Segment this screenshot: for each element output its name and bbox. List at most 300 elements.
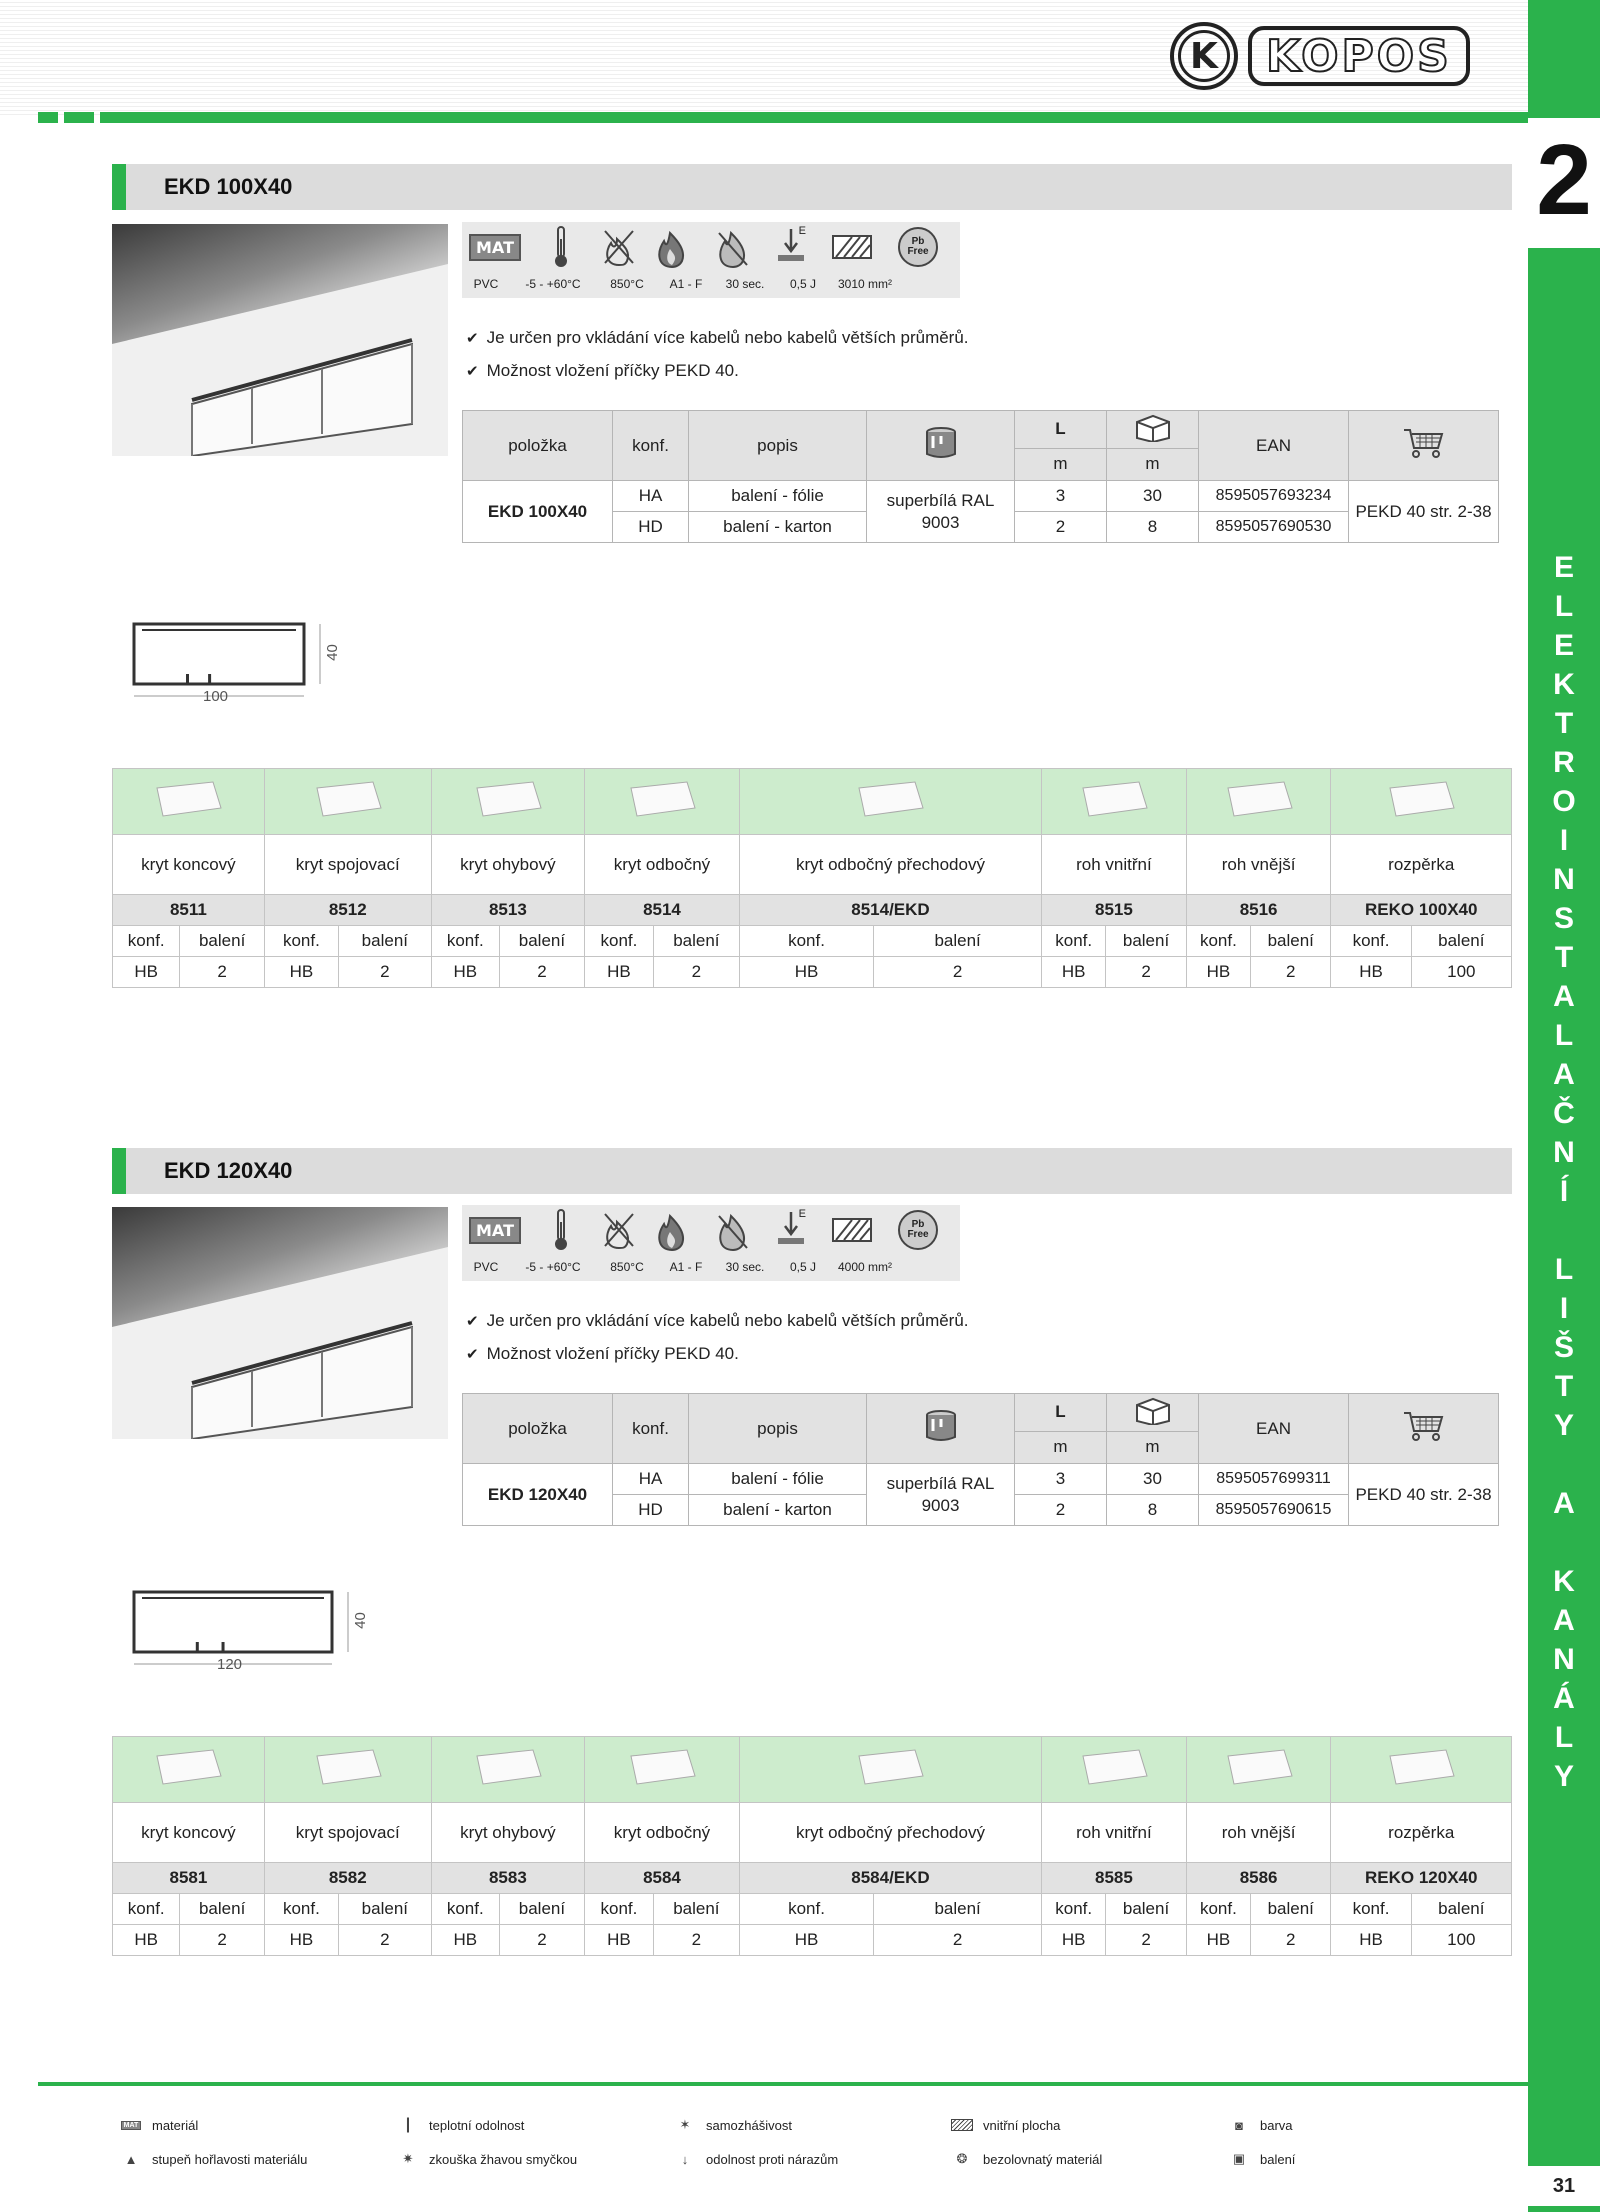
mat-icon: MAT — [120, 2116, 142, 2134]
accessory-codes — [113, 1863, 1512, 1894]
cell-qty: 30 — [1107, 481, 1199, 512]
sub-konf: konf. — [585, 926, 654, 957]
property-values — [462, 1255, 960, 1279]
value-baleni: 2 — [653, 1925, 739, 1956]
value-baleni: 2 — [1106, 1925, 1186, 1956]
product-code: EKD 100X40 — [463, 481, 613, 543]
col-konf: konf. — [613, 411, 689, 481]
sub-baleni: balení — [180, 926, 264, 957]
accessory-code: 8514/EKD — [739, 895, 1041, 926]
col-ean: EAN — [1199, 1394, 1349, 1464]
accessory-image — [113, 769, 265, 835]
table-row — [463, 1464, 1499, 1495]
value-konf: HB — [1186, 957, 1250, 988]
hatch-icon — [816, 225, 888, 269]
sub-baleni: balení — [1106, 926, 1186, 957]
legend-item — [674, 2116, 792, 2134]
impact-icon — [766, 225, 816, 269]
accessory-names — [113, 1803, 1512, 1863]
cell-accessory: PEKD 40 str. 2-38 — [1349, 481, 1499, 543]
drop-flame-icon — [644, 1208, 700, 1252]
property-value: PVC — [473, 277, 499, 291]
accessory-code: 8582 — [264, 1863, 431, 1894]
pb-free-label: Pb Free — [907, 1219, 929, 1240]
feature-list — [466, 322, 969, 388]
accessory-code: REKO 100X40 — [1331, 895, 1512, 926]
cell-konf: HD — [613, 1495, 689, 1526]
accessory-name: roh vnitřní — [1042, 835, 1187, 895]
product-table-header — [463, 411, 1499, 449]
cell-popis: balení - fólie — [689, 1464, 867, 1495]
cell-length: 2 — [1015, 1495, 1107, 1526]
sub-baleni: balení — [499, 926, 584, 957]
property-value: 850°C — [610, 1260, 644, 1274]
legend-item — [1228, 2150, 1295, 2168]
property-value: A1 - F — [669, 1260, 703, 1274]
cell-length: 3 — [1015, 481, 1107, 512]
chapter-title-vertical — [1528, 548, 1600, 1796]
legend-item — [397, 2150, 577, 2168]
accessory-name: kryt spojovací — [264, 835, 431, 895]
col-ean: EAN — [1199, 411, 1349, 481]
chapter-title-letter: Š — [1553, 1331, 1574, 1364]
legend-item — [120, 2150, 307, 2168]
chapter-title-letter — [1528, 1445, 1600, 1484]
legend-label: materiál — [152, 2117, 199, 2133]
chapter-title-letter: Y — [1553, 1760, 1574, 1793]
accessory-name: kryt ohybový — [431, 835, 584, 895]
accessory-codes — [113, 895, 1512, 926]
section-title: EKD 120X40 — [112, 1148, 1512, 1194]
chapter-title-letter: L — [1554, 1019, 1574, 1052]
pb-free-icon: ❂ — [956, 2151, 968, 2166]
paint-can-icon — [867, 1394, 1015, 1464]
value-konf: HB — [739, 957, 873, 988]
value-baleni: 100 — [1411, 1925, 1511, 1956]
drop-flame-icon — [644, 225, 700, 269]
col-length: L — [1015, 1394, 1107, 1432]
property-value: 30 sec. — [725, 277, 765, 291]
flame-icon — [700, 225, 766, 269]
unit-length: m — [1015, 1431, 1107, 1463]
accessory-code: REKO 120X40 — [1331, 1863, 1512, 1894]
property-value: -5 - +60°C — [525, 277, 581, 291]
accessory-name: rozpěrka — [1331, 835, 1512, 895]
chapter-title-letter: K — [1553, 1565, 1575, 1598]
value-baleni: 2 — [874, 1925, 1042, 1956]
value-baleni: 2 — [338, 1925, 431, 1956]
value-konf: HB — [585, 1925, 654, 1956]
chapter-title-letter: Á — [1553, 1682, 1575, 1715]
col-length: L — [1015, 411, 1107, 449]
section-title: EKD 100X40 — [112, 164, 1512, 210]
accessory-images — [113, 1737, 1512, 1803]
legend-item — [674, 2150, 838, 2168]
logo-mark: K — [1170, 22, 1238, 90]
chapter-number: 2 — [1536, 124, 1592, 236]
mat-label: MAT — [469, 1217, 521, 1244]
cross-section-drawing — [128, 612, 348, 721]
cell-accessory: PEKD 40 str. 2-38 — [1349, 1464, 1499, 1526]
cell-popis: balení - fólie — [689, 481, 867, 512]
value-baleni: 2 — [653, 957, 739, 988]
sub-konf: konf. — [1186, 1894, 1250, 1925]
pb-free-label: Pb Free — [907, 236, 929, 257]
cell-ean: 8595057690615 — [1199, 1495, 1349, 1526]
accessory-name: kryt spojovací — [264, 1803, 431, 1863]
legend-label: zkouška žhavou smyčkou — [429, 2151, 578, 2167]
box-icon: ▣ — [1232, 2151, 1246, 2166]
value-baleni: 2 — [1251, 1925, 1331, 1956]
accessory-image — [431, 1737, 584, 1803]
feature-text: Možnost vložení příčky PEKD 40. — [486, 361, 739, 380]
accessory-image — [585, 1737, 740, 1803]
energy-label: E — [798, 1208, 806, 1220]
col-konf: konf. — [613, 1394, 689, 1464]
impact-icon — [766, 1208, 816, 1252]
accessory-values — [113, 957, 1512, 988]
legend-label: samozhášivost — [706, 2117, 792, 2133]
accessory-code: 8584/EKD — [739, 1863, 1041, 1894]
cell-length: 2 — [1015, 512, 1107, 543]
accessories-table — [112, 768, 1512, 988]
accessory-code: 8581 — [113, 1863, 265, 1894]
product-table — [462, 1393, 1499, 1526]
col-item: položka — [463, 1394, 613, 1464]
chapter-title-letter: E — [1553, 551, 1574, 584]
thermometer-icon: | — [405, 2116, 411, 2133]
value-konf: HB — [431, 1925, 499, 1956]
value-baleni: 100 — [1411, 957, 1511, 988]
width-dimension: 100 — [203, 688, 229, 705]
chapter-title-letter: O — [1552, 785, 1576, 818]
feature-item — [466, 355, 969, 388]
chapter-title-letter: I — [1559, 824, 1569, 857]
flame-icon: ✶ — [679, 2117, 691, 2132]
col-popis: popis — [689, 1394, 867, 1464]
accessory-code: 8512 — [264, 895, 431, 926]
accessory-name: kryt odbočný — [585, 835, 740, 895]
accessory-code: 8511 — [113, 895, 265, 926]
value-baleni: 2 — [1251, 957, 1331, 988]
chapter-title-letter: L — [1554, 590, 1574, 623]
accessory-image — [264, 1737, 431, 1803]
sub-konf: konf. — [431, 1894, 499, 1925]
accessory-name: kryt odbočný přechodový — [739, 835, 1041, 895]
accessory-code: 8515 — [1042, 895, 1187, 926]
cell-ean: 8595057690530 — [1199, 512, 1349, 543]
chapter-title-letter: A — [1553, 980, 1575, 1013]
feature-item — [466, 1305, 969, 1338]
legend-label: stupeň hořlavosti materiálu — [152, 2151, 308, 2167]
accessory-subheader — [113, 1894, 1512, 1925]
chapter-title-letter: A — [1553, 1487, 1575, 1520]
property-icons — [462, 222, 960, 272]
value-konf: HB — [1042, 957, 1106, 988]
property-value: PVC — [473, 1260, 499, 1274]
legend-item — [120, 2116, 198, 2134]
accessory-code: 8586 — [1186, 1863, 1331, 1894]
chapter-title-letter: R — [1553, 746, 1575, 779]
cell-konf: HD — [613, 512, 689, 543]
accessory-values — [113, 1925, 1512, 1956]
legend-item — [1228, 2116, 1293, 2134]
check-icon: ✔ — [466, 330, 479, 347]
sub-konf: konf. — [113, 1894, 180, 1925]
accessory-name: kryt odbočný přechodový — [739, 1803, 1041, 1863]
accessory-image — [264, 769, 431, 835]
product-table-header — [463, 1394, 1499, 1432]
accessory-image — [739, 769, 1041, 835]
height-dimension: 40 — [323, 644, 341, 661]
check-icon: ✔ — [466, 1313, 479, 1330]
pb-free-icon — [888, 1208, 948, 1252]
cell-qty: 8 — [1107, 1495, 1199, 1526]
sub-konf: konf. — [431, 926, 499, 957]
cart-icon — [1349, 411, 1499, 481]
col-item: položka — [463, 411, 613, 481]
chapter-title-letter: N — [1553, 1643, 1575, 1676]
accessory-image — [1331, 769, 1512, 835]
accessory-image — [739, 1737, 1041, 1803]
header-rule — [100, 112, 1528, 123]
hatch-icon — [816, 1208, 888, 1252]
feature-text: Možnost vložení příčky PEKD 40. — [486, 1344, 739, 1363]
value-konf: HB — [1042, 1925, 1106, 1956]
property-value: 850°C — [610, 277, 644, 291]
accessory-name: kryt odbočný — [585, 1803, 740, 1863]
property-value: 4000 mm² — [837, 1260, 893, 1274]
accessory-image — [1331, 1737, 1512, 1803]
sub-baleni: balení — [653, 1894, 739, 1925]
chapter-title-letter — [1528, 1523, 1600, 1562]
legend-label: balení — [1260, 2151, 1296, 2167]
value-konf: HB — [264, 957, 338, 988]
cell-color: superbílá RAL 9003 — [867, 1464, 1015, 1526]
accessory-name: kryt ohybový — [431, 1803, 584, 1863]
header-dash — [80, 112, 94, 123]
box-icon — [1107, 411, 1199, 449]
sub-konf: konf. — [1042, 926, 1106, 957]
property-value: 0,5 J — [789, 1260, 816, 1274]
value-konf: HB — [1331, 957, 1411, 988]
legend-label: odolnost proti nárazům — [706, 2151, 839, 2167]
accessory-code: 8514 — [585, 895, 740, 926]
feature-text: Je určen pro vkládání více kabelů nebo kabelů větších průměrů. — [486, 1311, 969, 1330]
sub-konf: konf. — [1331, 926, 1411, 957]
check-icon: ✔ — [466, 1346, 479, 1363]
col-popis: popis — [689, 411, 867, 481]
value-baleni: 2 — [180, 957, 264, 988]
cell-ean: 8595057693234 — [1199, 481, 1349, 512]
accessory-image — [1186, 769, 1331, 835]
accessory-code: 8585 — [1042, 1863, 1187, 1894]
legend-label: barva — [1260, 2117, 1293, 2133]
unit-package: m — [1107, 448, 1199, 480]
value-konf: HB — [1186, 1925, 1250, 1956]
value-baleni: 2 — [874, 957, 1042, 988]
chapter-title-letter: I — [1559, 1292, 1569, 1325]
sub-baleni: balení — [338, 926, 431, 957]
glow-wire-icon: ✷ — [402, 2151, 414, 2166]
check-icon: ✔ — [466, 363, 479, 380]
cell-popis: balení - karton — [689, 1495, 867, 1526]
chapter-title-letter: E — [1553, 629, 1574, 662]
product-photo — [112, 224, 448, 456]
chapter-title-letter: T — [1554, 1370, 1574, 1403]
feature-item — [466, 322, 969, 355]
accessory-images — [113, 769, 1512, 835]
width-dimension: 120 — [217, 1656, 243, 1673]
accessory-code: 8516 — [1186, 895, 1331, 926]
value-baleni: 2 — [1106, 957, 1186, 988]
chapter-title-letter: N — [1553, 863, 1575, 896]
accessory-name: kryt koncový — [113, 1803, 265, 1863]
value-konf: HB — [585, 957, 654, 988]
sub-baleni: balení — [1251, 926, 1331, 957]
paint-can-icon: ◙ — [1235, 2117, 1243, 2133]
property-value: A1 - F — [669, 277, 703, 291]
legend-item — [397, 2116, 524, 2134]
chapter-title-letter: S — [1553, 902, 1574, 935]
height-dimension: 40 — [351, 1612, 369, 1629]
legend-label: vnitřní plocha — [983, 2117, 1061, 2133]
sub-konf: konf. — [1331, 1894, 1411, 1925]
cell-qty: 8 — [1107, 512, 1199, 543]
sub-baleni: balení — [1106, 1894, 1186, 1925]
value-baleni: 2 — [180, 1925, 264, 1956]
unit-package: m — [1107, 1431, 1199, 1463]
chapter-title-letter: L — [1554, 1253, 1574, 1286]
sub-baleni: balení — [1411, 926, 1511, 957]
value-baleni: 2 — [338, 957, 431, 988]
chapter-title-letter: A — [1553, 1058, 1575, 1091]
sub-baleni: balení — [874, 926, 1042, 957]
thermometer-icon — [528, 225, 594, 269]
chapter-title-letter: T — [1554, 941, 1574, 974]
cell-color: superbílá RAL 9003 — [867, 481, 1015, 543]
table-row — [463, 481, 1499, 512]
kopos-logo — [1170, 22, 1470, 90]
sub-konf: konf. — [1042, 1894, 1106, 1925]
chapter-title-letter: N — [1553, 1136, 1575, 1169]
sub-konf: konf. — [739, 1894, 873, 1925]
value-konf: HB — [739, 1925, 873, 1956]
accessory-name: roh vnější — [1186, 835, 1331, 895]
chapter-title-letter: A — [1553, 1604, 1575, 1637]
mat-icon — [462, 1208, 528, 1252]
chapter-title-letter: K — [1553, 668, 1575, 701]
product-photo — [112, 1207, 448, 1439]
value-baleni: 2 — [499, 1925, 584, 1956]
accessory-code: 8513 — [431, 895, 584, 926]
legend-item — [951, 2150, 1102, 2168]
chapter-title-letter: Y — [1553, 1409, 1574, 1442]
page-number: 31 — [1528, 2166, 1600, 2206]
paint-can-icon — [867, 411, 1015, 481]
header-dash — [38, 112, 58, 123]
property-value: 30 sec. — [725, 1260, 765, 1274]
mat-icon — [462, 225, 528, 269]
product-table — [462, 410, 1499, 543]
chapter-title-letter — [1528, 1211, 1600, 1250]
cell-ean: 8595057699311 — [1199, 1464, 1349, 1495]
flame-icon — [700, 1208, 766, 1252]
properties-strip — [462, 1205, 960, 1281]
sub-konf: konf. — [264, 1894, 338, 1925]
unit-length: m — [1015, 448, 1107, 480]
value-konf: HB — [1331, 1925, 1411, 1956]
cell-konf: HA — [613, 481, 689, 512]
property-value: 0,5 J — [789, 277, 816, 291]
accessory-image — [431, 769, 584, 835]
feature-item — [466, 1338, 969, 1371]
feature-list — [466, 1305, 969, 1371]
impact-icon: ↓ — [681, 2151, 689, 2167]
chapter-title-letter: Č — [1553, 1097, 1575, 1130]
box-icon — [1107, 1394, 1199, 1432]
property-values — [462, 272, 960, 296]
cart-icon — [1349, 1394, 1499, 1464]
drop-flame-icon: ▲ — [124, 2151, 138, 2167]
sub-baleni: balení — [653, 926, 739, 957]
accessories-table — [112, 1736, 1512, 1956]
feature-text: Je určen pro vkládání více kabelů nebo kabelů větších průměrů. — [486, 328, 969, 347]
legend-item — [951, 2116, 1060, 2134]
cell-konf: HA — [613, 1464, 689, 1495]
hatch-icon — [951, 2116, 973, 2134]
sub-baleni: balení — [499, 1894, 584, 1925]
accessory-name: roh vnitřní — [1042, 1803, 1187, 1863]
accessory-name: rozpěrka — [1331, 1803, 1512, 1863]
value-baleni: 2 — [499, 957, 584, 988]
accessory-name: kryt koncový — [113, 835, 265, 895]
property-icons — [462, 1205, 960, 1255]
properties-strip — [462, 222, 960, 298]
property-value: -5 - +60°C — [525, 1260, 581, 1274]
sub-konf: konf. — [739, 926, 873, 957]
value-konf: HB — [113, 1925, 180, 1956]
sub-konf: konf. — [1186, 926, 1250, 957]
accessory-image — [1042, 769, 1187, 835]
thermometer-icon — [528, 1208, 594, 1252]
legend-label: bezolovnatý materiál — [983, 2151, 1103, 2167]
chapter-title-letter: Í — [1559, 1175, 1569, 1208]
sub-baleni: balení — [874, 1894, 1042, 1925]
energy-label: E — [798, 225, 806, 237]
legend-label: teplotní odolnost — [429, 2117, 525, 2133]
cell-length: 3 — [1015, 1464, 1107, 1495]
footer-rule — [38, 2082, 1528, 2086]
value-konf: HB — [264, 1925, 338, 1956]
accessory-code: 8584 — [585, 1863, 740, 1894]
accessory-image — [585, 769, 740, 835]
glow-wire-icon — [594, 1208, 644, 1252]
logo-wordmark: KOPOS — [1248, 26, 1470, 86]
sub-baleni: balení — [1251, 1894, 1331, 1925]
value-konf: HB — [113, 957, 180, 988]
value-konf: HB — [431, 957, 499, 988]
sub-baleni: balení — [338, 1894, 431, 1925]
accessory-image — [1042, 1737, 1187, 1803]
accessory-subheader — [113, 926, 1512, 957]
sub-konf: konf. — [113, 926, 180, 957]
sub-konf: konf. — [585, 1894, 654, 1925]
glow-wire-icon — [594, 225, 644, 269]
accessory-image — [1186, 1737, 1331, 1803]
property-value: 3010 mm² — [837, 277, 893, 291]
sub-baleni: balení — [1411, 1894, 1511, 1925]
